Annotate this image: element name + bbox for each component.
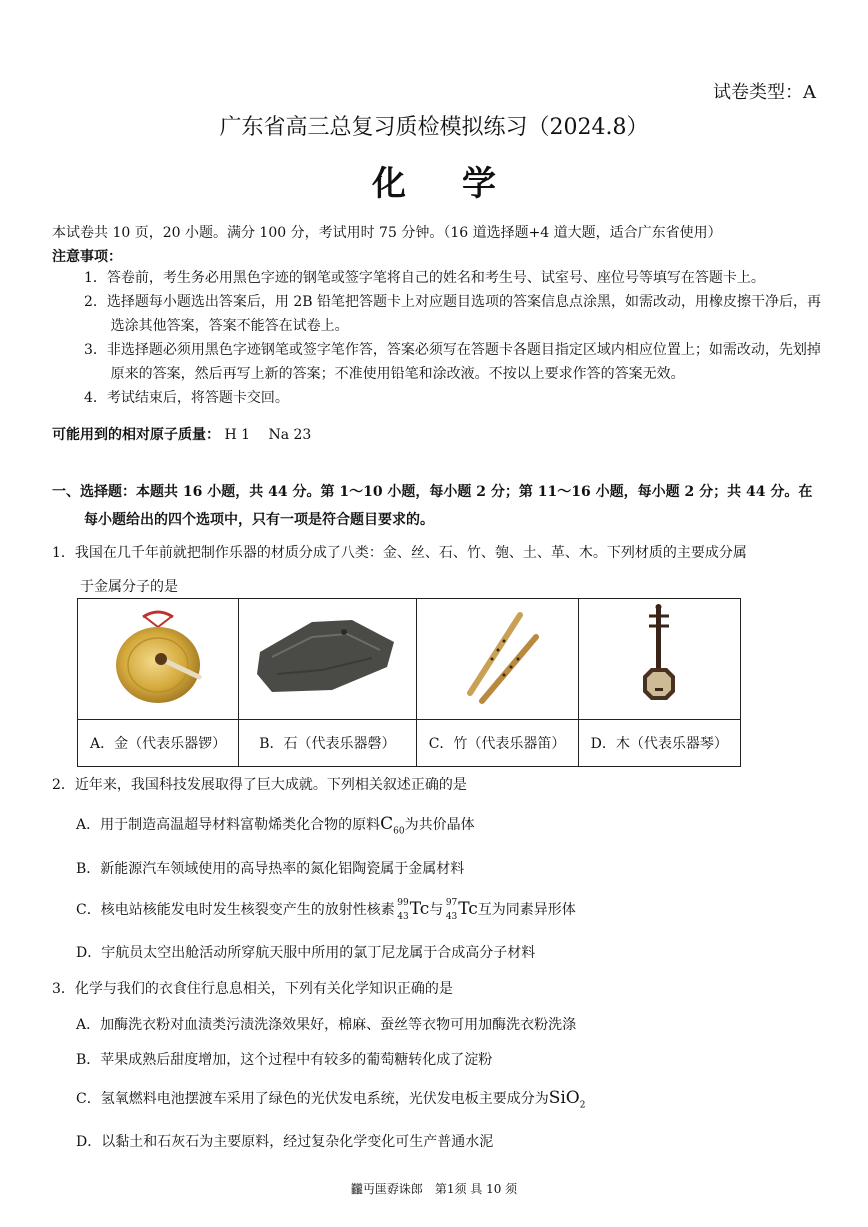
q2-option-a-tail: 为共价晶体 [404,817,475,833]
q3-option-a[interactable]: A．加酶洗衣粉对血渍类污渍洗涤效果好，棉麻、蚕丝等衣物可用加酶洗衣粉洗涤 [76,1017,577,1033]
exam-title: 广东省高三总复习质检模拟练习（2024.8） [219,115,649,140]
atomic-mass-values: H 1 Na 23 [224,427,312,443]
q2-option-c-text: C．核电站核能发电时发生核裂变产生的放射性核素 [76,902,395,918]
page-footer: 龖丏匩孬诛郎 第1须 具 10 须 [350,1182,518,1196]
q2-option-d[interactable]: D．宇航员太空出舱活动所穿航天服中所用的氯丁尼龙属于合成高分子材料 [76,945,536,961]
c60-formula [380,814,405,837]
gong-icon [103,607,213,707]
exam-type-label: 试卷类型：A [713,82,816,103]
atomic-mass-label: 可能用到的相对原子质量： [52,427,220,443]
notice-item: 1．答卷前，考生务必用黑色字迹的钢笔或签字笔将自己的姓名和考生号、试室号、座位号等填写在答题卡上。 [84,270,765,286]
atomic-mass-line [52,424,311,444]
question-1-stem [52,536,822,604]
q2-option-c[interactable] [76,898,576,922]
q2-option-a-text: A．用于制造高温超导材料富勒烯类化合物的原料 [76,817,381,833]
exam-intro: 本试卷共 10 页，20 小题。满分 100 分，考试用时 75 分钟。（16 道选择题+4 道大题，适合广东省使用） [52,225,722,241]
sio2-symbol: SiO [548,1088,580,1108]
q3-option-d[interactable]: D．以黏土和石灰石为主要原料，经过复杂化学变化可生产普通水泥 [76,1134,494,1150]
notice-item: 3．非选择题必须用黑色字迹钢笔或签字笔作答，答案必须写在答题卡各题目指定区域内相应位置上；如需改动，先划掉原来的答案，然后再写上新的答案；不准使用铅笔和涂改液。不按以上要求作答的答案无效。 [84,342,821,382]
c60-subscript: 60 [393,826,405,837]
q1-option-table [77,598,741,767]
q3-option-b[interactable]: B．苹果成熟后甜度增加，这个过程中有较多的葡萄糖转化成了淀粉 [76,1052,493,1068]
notice-list [84,266,834,410]
question-3-stem: 3．化学与我们的衣食住行息息相关，下列有关化学知识正确的是 [52,981,453,997]
q1-stem-line-2: 于金属分子的是 [80,579,178,595]
nuclide-2-number: 43 [445,912,458,922]
nuclide-1-indices [395,898,409,922]
subject-title: 化学 [372,164,552,204]
q2-option-a[interactable] [76,814,475,836]
nuclide-2-mass: 97 [445,898,458,908]
q2-option-b[interactable]: B．新能源汽车领域使用的高导热率的氮化铝陶瓷属于金属材料 [76,861,465,877]
nuclide-1-mass: 99 [397,898,409,908]
nuclide-2-indices [443,898,457,922]
q1-option-a[interactable]: A．金（代表乐器锣） [78,720,239,767]
notice-title: 注意事项： [52,249,122,265]
section-line-2: 每小题给出的四个选项中，只有一项是符合题目要求的。 [84,512,434,528]
q1-stem-line-1: 1．我国在几千年前就把制作乐器的材质分成了八类：金、丝、石、竹、匏、土、革、木。下列材质的主要成分属 [52,545,747,561]
nuclide-2-symbol: Tc [458,899,478,919]
section-line-1: 一、选择题：本题共 16 小题，共 44 分。第 1～10 小题，每小题 2 分；第 11～16 小题，每小题 2 分；共 44 分。在 [52,484,813,500]
q2-option-c-tail: 互为同素异形体 [477,902,576,918]
q2-option-c-mid: 与 [429,902,444,918]
nuclide-1-symbol: Tc [409,899,430,919]
notice-item: 4．考试结束后，将答题卡交回。 [84,390,289,406]
q1-option-b[interactable]: B．石（代表乐器磬） [239,720,416,767]
section-one-heading [52,478,822,534]
nuclide-1-number: 43 [397,912,409,922]
q3-option-c[interactable] [76,1088,585,1110]
q1-option-d[interactable]: D．木（代表乐器琴） [578,720,741,767]
stone-chime-icon [252,612,402,702]
qin-image-cell [578,599,741,720]
question-2-stem: 2．近年来，我国科技发展取得了巨大成就。下列相关叙述正确的是 [52,777,467,793]
flute-icon [442,607,552,707]
q1-option-c[interactable]: C．竹（代表乐器笛） [416,720,578,767]
q3-option-c-text: C．氢氧燃料电池摆渡车采用了绿色的光伏发电系统，光伏发电板主要成分为 [76,1091,549,1107]
sio2-formula [548,1088,586,1111]
gong-image-cell [78,599,239,720]
flute-image-cell [416,599,578,720]
stone-chime-image-cell [239,599,416,720]
sio2-subscript: 2 [579,1100,586,1111]
c60-symbol: C [380,814,394,834]
sanxian-qin-icon [629,602,689,712]
notice-item: 2．选择题每小题选出答案后，用 2B 铅笔把答题卡上对应题目选项的答案信息点涂黑，如需改动，用橡皮擦干净后，再选涂其他答案，答案不能答在试卷上。 [84,294,821,334]
